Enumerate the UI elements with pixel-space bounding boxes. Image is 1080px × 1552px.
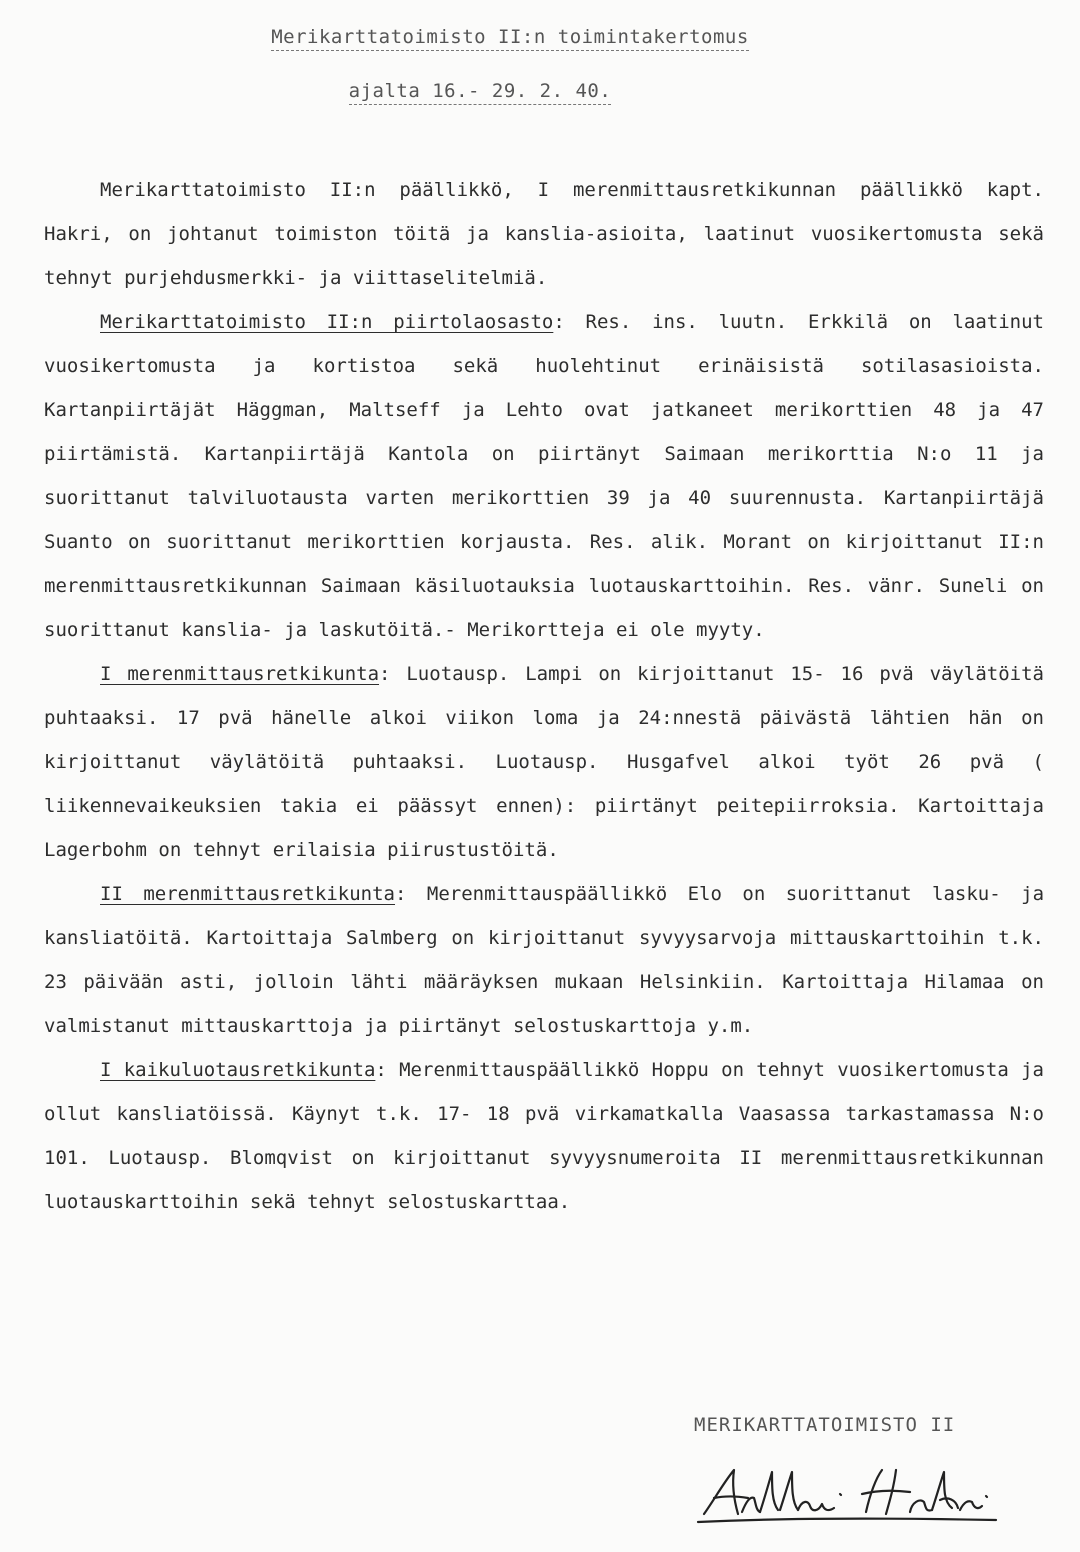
paragraph-text: : Merenmittauspäällikkö Hoppu on tehnyt vuosikertomusta ja ollut kansliatöissä. Käynyt t.k. 17- 18 pvä virkamatkalla Vaasassa tarkastamassa N:o 101. Luotausp. Blomqvist on kirjoittanut syvyysnumeroita II merenmittausretkikunnan luotauskarttoihin sekä tehnyt selostuskarttaa. xyxy=(44,1059,1044,1213)
document-period-text: ajalta 16.- 29. 2. 40. xyxy=(349,80,612,105)
paragraph-heading: I kaikuluotausretkikunta xyxy=(100,1059,376,1081)
paragraph-heading: Merikarttatoimisto II:n piirtolaosasto xyxy=(100,311,554,333)
paragraph-drawing-department xyxy=(44,300,1044,652)
report-body xyxy=(44,168,1044,1224)
paragraph-text: : Res. ins. luutn. Erkkilä on laatinut vuosikertomusta ja kortistoa sekä huolehtinut erinäisistä sotilasasioista. Kartanpiirtäjät Häggman, Maltseff ja Lehto ovat jatkaneet merikorttien 48 ja 47 piirtämistä. Kartanpiirtäjä Kantola on piirtänyt Saimaan merikorttia N:o 11 ja suorittanut talviluotausta varten merikorttien 39 ja 40 suurennusta. Kartanpiirtäjä Suanto on suorittanut merikorttien korjausta. Res. alik. Morant on kirjoittanut II:n merenmittausretkikunnan Saimaan käsiluotauksia luotauskarttoihin. Res. vänr. Suneli on suorittanut kanslia- ja laskutöitä.- Merikortteja ei ole myyty. xyxy=(44,311,1044,641)
paragraph-heading: I merenmittausretkikunta xyxy=(100,663,380,685)
handwritten-signature xyxy=(690,1460,1000,1530)
signature-organization: MERIKARTTATOIMISTO II xyxy=(694,1414,956,1436)
paragraph-text: : Merenmittauspäällikkö Elo on suorittanut lasku- ja kansliatöitä. Kartoittaja Salmberg on kirjoittanut syvyysarvoja mittauskarttoihin t.k. 23 päivään asti, jolloin lähti määräyksen mukaan Helsinkiin. Kartoittaja Hilamaa on valmistanut mittauskarttoja ja piirtänyt selostuskarttoja y.m. xyxy=(44,883,1045,1037)
paragraph-survey-expedition-1 xyxy=(44,652,1044,872)
paragraph-text: Merikarttatoimisto II:n päällikkö, I merenmittausretkikunnan päällikkö kapt. Hakri, on johtanut toimiston töitä ja kanslia-asioita, laatinut vuosikertomusta sekä tehnyt purjehdusmerkki- ja viittaselitelmiä. xyxy=(44,179,1044,289)
paragraph-heading: II merenmittausretkikunta xyxy=(100,883,396,905)
paragraph-echo-sounding-expedition xyxy=(44,1048,1044,1224)
paragraph-survey-expedition-2 xyxy=(44,872,1044,1048)
document-title xyxy=(0,26,1020,48)
paragraph-office-head xyxy=(44,168,1044,300)
document-title-text: Merikarttatoimisto II:n toimintakertomus xyxy=(271,26,749,51)
document-period xyxy=(0,80,960,102)
paragraph-text: : Luotausp. Lampi on kirjoittanut 15- 16 pvä väylätöitä puhtaaksi. 17 pvä hänelle alkoi viikon loma ja 24:nnestä päivästä lähtien hän on kirjoittanut väylätöitä puhtaaksi. Luotausp. Husgafvel alkoi työt 26 pvä ( liikennevaikeuksien takia ei päässyt ennen): piirtänyt peitepiirroksia. Kartoittaja Lagerbohm on tehnyt erilaisia piirustustöitä. xyxy=(44,663,1044,861)
